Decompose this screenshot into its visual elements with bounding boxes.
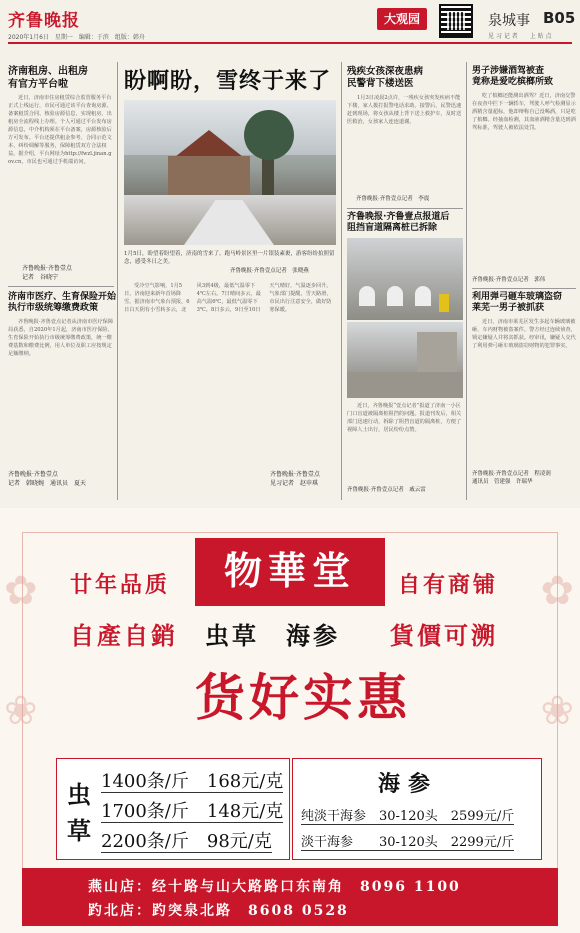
lantern-decoration-icon: ✿ (540, 568, 574, 614)
cordyceps-price-box (56, 758, 290, 860)
ad-products: 虫草 海参 (205, 621, 340, 650)
column-divider (117, 62, 118, 500)
article-body-police: 1月3日凌晨2点许，一残疾女孩突发疾病不能下楼，家人拨打报警电话求助。接警后，民警迅速赶到现场，将女孩从楼上背下送上救护车，及时送医救治，女孩家人连连道谢。 (347, 95, 462, 125)
newspaper-logo: 齐鲁晚报 (8, 11, 80, 31)
ad-slogan-self-sales: 自產自銷 (70, 621, 178, 650)
ad-slogan-right: 自有商铺 (398, 572, 499, 598)
article-body-drunk-driving: 吃了槟榔还能测出酒驾？近日，济南交警在夜查中拦下一辆轿车，驾驶人呼气检测显示酒精含量超标，他却辩称自己没喝酒，只是吃了槟榔。经抽血检测，其血液酒精含量达到酒驾标准，驾驶人被依法处罚。 (472, 93, 576, 131)
column-divider (466, 62, 467, 500)
lantern-decoration-icon: ❀ (540, 688, 574, 734)
cordyceps-price-row: 2200条/斤 98元/克 (101, 831, 272, 852)
article-byline: 齐鲁晚报·齐鲁壹点记者 程凌润 通讯员 管建强 许瑞华 (472, 471, 551, 485)
article-divider (8, 286, 114, 287)
article-divider (472, 288, 576, 289)
section-tag: 大观园 (377, 8, 427, 30)
section-name: 泉城事 (488, 13, 530, 29)
bollard-photo-2 (347, 322, 463, 398)
column-divider (341, 62, 342, 500)
article-divider (347, 208, 463, 209)
article-byline: 齐鲁晚报·齐鲁壹点 记者 韩晓婉 通讯员 夏天 (8, 471, 87, 487)
page-number: B05 (543, 9, 576, 27)
article-body-blind-path: 近日，齐鲁晚报“壹点记者”报道了济南一小区门口盲道被隔离桩阻挡的问题。报道刊发后，相关部门迅速行动，拆除了阻挡盲道的隔离桩，方便了视障人士出行，居民纷纷点赞。 (347, 403, 462, 433)
article-headline-blind-path: 齐鲁晚报·齐鲁壹点报道后 阻挡盲道隔离桩已拆除 (347, 212, 450, 234)
article-body-slingshot-theft: 近日，济南市莱芜区发生多起车辆玻璃被砸、车内财物被盗案件。警方经过连续侦查，锁定嫌疑人并将其抓获。经审讯，嫌疑人交代了利用弹弓砸车玻璃盗窃财物的犯罪事实。 (472, 319, 576, 349)
bollard-photo-1 (347, 238, 463, 320)
qr-code-icon (439, 4, 473, 38)
issue-meta: 2020年1月6日 星期一 编辑：于滨 组版：韩舟 (8, 34, 145, 41)
ad-brand-name: 物華堂 (223, 548, 356, 593)
sea-cucumber-price-box (292, 758, 542, 860)
article-headline-drunk-driving: 男子涉嫌酒驾被查 竟称是爱吃槟榔所致 (472, 66, 554, 88)
article-byline: 齐鲁晚报·齐鲁壹点记者 李震 (356, 196, 430, 202)
sea-cucumber-label: 海参 (378, 771, 439, 797)
lantern-decoration-icon: ✿ (4, 568, 38, 614)
snow-scene-photo (124, 100, 336, 245)
advertisement-wuhuatang (0, 508, 580, 933)
article-body-insurance: 齐鲁晚报·齐鲁壹点记者从济南市医疗保障局获悉，自2020年1月起，济南市医疗保险、生育保险开始执行市级统筹缴费政策，统一缴费基数和缴费比例，用人单位及职工应按规定足额缴纳。 (8, 319, 114, 357)
sea-cucumber-price-row: 纯淡干海参 30-120头 2599元/斤 (301, 809, 515, 824)
article-headline-snow: 盼啊盼，雪终于来了 (124, 69, 332, 94)
ad-slogan-traceable: 貨價可溯 (390, 621, 498, 650)
article-body-snow: 受冷空气影响，1月5日，济南迎来新年首场降雪。据济南市气象台预报，6日白天阴有小雪转多云，北风3到4级，最低气温零下4℃左右。7日晴间多云，最高气温6℃，最低气温零下3℃。8日多云，9日至10日天气晴好，气温逐步回升。气象部门提醒，雪天路滑，市民出行注意安全，做好防寒保暖。 (124, 283, 332, 313)
article-headline-insurance: 济南市医疗、生育保险开始 执行市级统筹缴费政策 (8, 292, 117, 314)
article-byline: 齐鲁晚报·齐鲁壹点记者 戚云雷 (347, 487, 426, 493)
article-headline-rental-platform: 济南租房、出租房 有官方平台啦 (8, 66, 88, 90)
article-headline-slingshot-theft: 利用弹弓砸车玻璃盗窃 莱芜一男子被抓获 (472, 292, 563, 314)
article-byline: 齐鲁晚报·齐鲁壹点 见习记者 赵申琪 (270, 471, 320, 487)
photo-caption: 1月5日，盼望着盼望着，济南的雪来了。跑马岭景区里一片银装素裹，游客纷纷拍照留念，感受冬日之美。 (124, 251, 335, 265)
masthead-rule (8, 42, 572, 44)
article-byline: 齐鲁晚报·齐鲁壹点 记者 谷晓宁 (22, 265, 72, 281)
cordyceps-price-row: 1400条/斤 168元/克 (101, 771, 284, 792)
cordyceps-price-row: 1700条/斤 148元/克 (101, 801, 284, 822)
article-body-rental-platform: 近日，济南市住房租赁综合监管服务平台正式上线运行，市民可通过该平台查询房源、备案租赁合同、核验房源信息，实现租房、出租房全流程线上办理。个人可通过平台发布房源信息，中介机构须在平台备案，房源核验后方可发布。平台还提供租金参考、合同示范文本、纠纷调解等服务，保障租赁双方合法权益。据介绍，平台网址为http://fwzl.jinan.gov.cn，市民也可通过手机端访问。 (8, 95, 112, 165)
ad-big-slogan: 货好实惠 (195, 668, 411, 727)
store-baobei: 趵北店：趵突泉北路 8608 0528 (88, 903, 349, 919)
article-byline: 齐鲁晚报·齐鲁壹点记者 郭伟 (472, 277, 546, 283)
cordyceps-label: 虫 草 (67, 780, 91, 845)
store-yanshan: 燕山店：经十路与山大路路口东南角 8096 1100 (88, 879, 461, 895)
photo-credit: 齐鲁晚报·齐鲁壹点记者 张晓燕 (230, 268, 309, 274)
lantern-decoration-icon: ❀ (4, 688, 38, 734)
sea-cucumber-price-row: 淡干海参 30-120头 2299元/斤 (301, 835, 515, 850)
ad-slogan-left: 廿年品质 (70, 572, 171, 598)
editor-credits: 见 习 记 者 上 贴 点 (488, 33, 552, 40)
article-headline-police: 残疾女孩深夜患病 民警背下楼送医 (347, 66, 424, 89)
